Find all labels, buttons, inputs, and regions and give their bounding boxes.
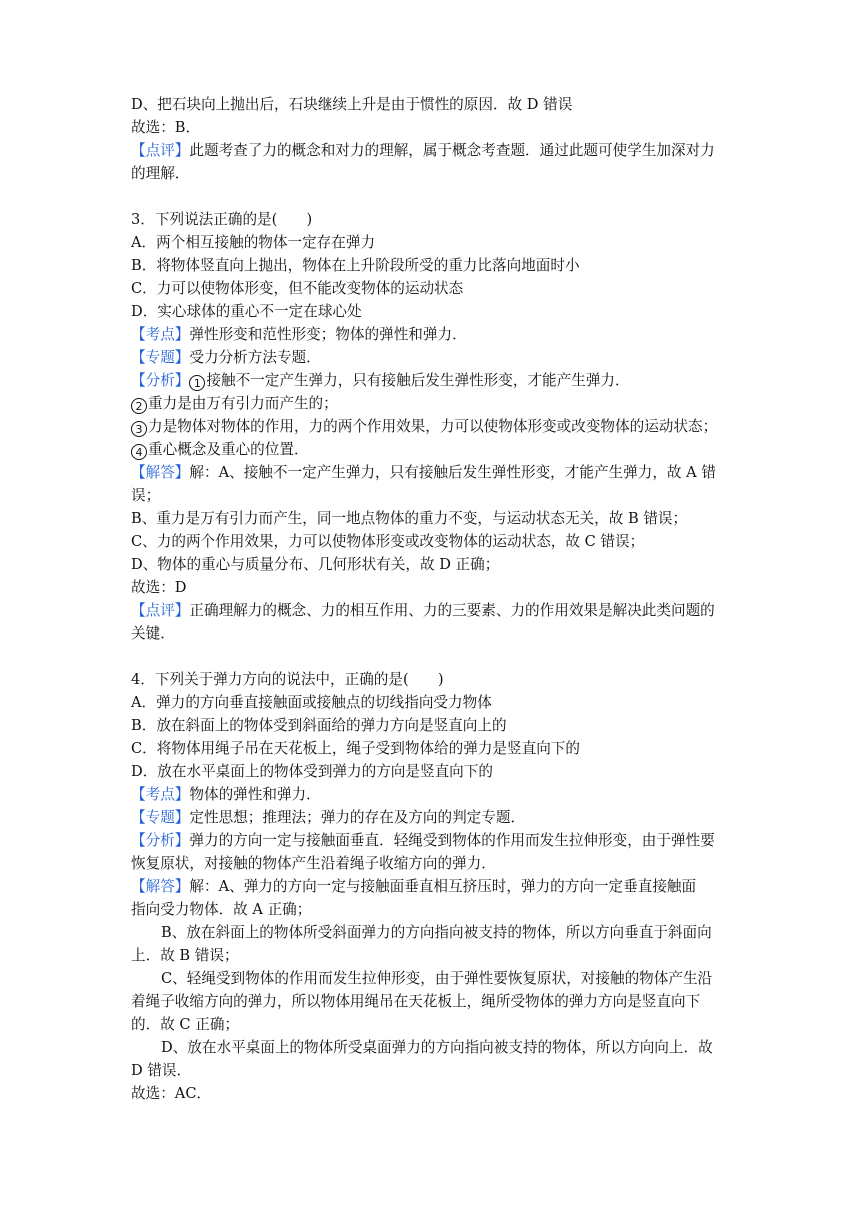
- line-text: D．实心球体的重心不一定在球心处: [131, 303, 362, 320]
- text-line: [131, 300, 362, 323]
- line-text: 力是物体对物体的作用，力的两个作用效果，力可以使物体形变或改变物体的运动状态；: [148, 418, 718, 435]
- text-line: [131, 668, 444, 691]
- text-line: [131, 852, 496, 875]
- line-text: 恢复原状，对接触的物体产生沿着绳子收缩方向的弹力．: [131, 855, 496, 872]
- text-line: [131, 737, 580, 760]
- line-text: D．放在水平桌面上的物体受到弹力的方向是竖直向下的: [131, 763, 493, 780]
- text-line: [131, 415, 717, 438]
- text-line: [131, 484, 160, 507]
- text-line: [161, 1036, 713, 1059]
- section-tag: 【分析】: [131, 832, 190, 849]
- text-line: [131, 208, 312, 231]
- line-text: B、放在斜面上的物体所受斜面弹力的方向指向被支持的物体，所以方向垂直于斜面向: [161, 924, 712, 941]
- line-text: 误；: [131, 487, 161, 504]
- line-text: 着绳子收缩方向的弹力，所以物体用绳吊在天花板上，绳所受物体的弹力方向是竖直向下: [131, 993, 701, 1010]
- text-line: [131, 898, 311, 921]
- line-text: C、力的两个作用效果，力可以使物体形变或改变物体的运动状态，故 C 错误；: [131, 533, 645, 550]
- line-text: D、物体的重心与质量分布、几何形状有关，故 D 正确；: [131, 556, 500, 573]
- text-line: [131, 875, 696, 898]
- text-line: [131, 116, 200, 139]
- line-text: 故选：AC．: [131, 1085, 212, 1102]
- line-text: 解：A、弹力的方向一定与接触面垂直相互挤压时，弹力的方向一定垂直接触面: [189, 878, 697, 895]
- line-text: 物体的弹性和弹力．: [189, 786, 321, 803]
- text-line: [131, 599, 715, 622]
- line-text: D、放在水平桌面上的物体所受桌面弹力的方向指向被支持的物体，所以方向向上．故: [161, 1039, 713, 1056]
- line-text: 关键．: [131, 625, 175, 642]
- section-tag: 【解答】: [131, 878, 190, 895]
- text-line: [131, 553, 499, 576]
- section-tag: 【点评】: [131, 142, 190, 159]
- line-text: C、轻绳受到物体的作用而发生拉伸形变，由于弹性要恢复原状，对接触的物体产生沿: [161, 970, 713, 987]
- section-tag: 【解答】: [131, 464, 190, 481]
- line-text: D 错误．: [131, 1062, 192, 1079]
- text-line: [131, 990, 700, 1013]
- text-line: [131, 369, 630, 392]
- section-tag: 【考点】: [131, 786, 190, 803]
- line-text: 4．下列关于弹力方向的说法中，正确的是( ): [131, 671, 444, 688]
- line-text: 接触不一定产生弹力，只有接触后发生弹性形变，才能产生弹力．: [206, 372, 630, 389]
- line-text: 故选：D: [131, 579, 187, 596]
- text-line: [131, 323, 467, 346]
- text-line: [131, 231, 375, 254]
- line-text: 3．下列说法正确的是( ): [131, 211, 313, 228]
- text-line: [131, 162, 189, 185]
- line-text: B、重力是万有引力而产生，同一地点物体的重力不变，与运动状态无关，故 B 错误；: [131, 510, 688, 527]
- text-line: [131, 438, 309, 461]
- line-text: A．弹力的方向垂直接触面或接触点的切线指向受力物体: [131, 694, 492, 711]
- circled-number: 4: [131, 444, 147, 460]
- circled-number: 1: [189, 375, 205, 391]
- line-text: D、把石块向上抛出后，石块继续上升是由于惯性的原因．故 D 错误: [131, 96, 573, 113]
- line-text: 故选：B．: [131, 119, 201, 136]
- text-line: [131, 507, 687, 530]
- section-tag: 【专题】: [131, 809, 190, 826]
- text-line: [131, 760, 493, 783]
- text-line: [131, 392, 338, 415]
- text-line: [161, 967, 712, 990]
- line-text: 上．故 B 错误；: [131, 947, 239, 964]
- line-text: 弹力的方向一定与接触面垂直．轻绳受到物体的作用而发生拉伸形变，由于弹性要: [189, 832, 715, 849]
- line-text: 定性思想；推理法；弹力的存在及方向的判定专题．: [189, 809, 526, 826]
- line-text: C．力可以使物体形变，但不能改变物体的运动状态: [131, 280, 464, 297]
- line-text: 解：A、接触不一定产生弹力，只有接触后发生弹性形变，才能产生弹力，故 A 错: [189, 464, 716, 481]
- circled-number: 2: [131, 398, 147, 414]
- text-line: [131, 691, 492, 714]
- text-line: [131, 530, 644, 553]
- text-line: [131, 277, 463, 300]
- line-text: 重力是由万有引力而产生的；: [148, 395, 338, 412]
- text-line: [131, 622, 175, 645]
- circled-number: 3: [131, 421, 147, 437]
- line-text: 指向受力物体．故 A 正确；: [131, 901, 312, 918]
- section-tag: 【点评】: [131, 602, 190, 619]
- text-line: [131, 139, 715, 162]
- section-tag: 【分析】: [131, 372, 190, 389]
- section-tag: 【专题】: [131, 349, 190, 366]
- line-text: 正确理解力的概念、力的相互作用、力的三要素、力的作用效果是解决此类问题的: [189, 602, 715, 619]
- text-line: [131, 93, 572, 116]
- text-line: [131, 1013, 239, 1036]
- text-line: [131, 461, 716, 484]
- section-tag: 【考点】: [131, 326, 190, 343]
- text-line: [131, 1059, 191, 1082]
- text-line: [131, 714, 507, 737]
- line-text: 的．故 C 正确；: [131, 1016, 240, 1033]
- line-text: B．放在斜面上的物体受到斜面给的弹力方向是竖直向上的: [131, 717, 507, 734]
- text-line: [131, 944, 239, 967]
- line-text: 弹性形变和范性形变；物体的弹性和弹力．: [189, 326, 467, 343]
- line-text: A．两个相互接触的物体一定存在弹力: [131, 234, 376, 251]
- line-text: 重心概念及重心的位置．: [148, 441, 309, 458]
- text-line: [131, 254, 580, 277]
- text-line: [131, 783, 321, 806]
- line-text: 受力分析方法专题．: [189, 349, 321, 366]
- text-line: [161, 921, 712, 944]
- line-text: 此题考查了力的概念和对力的理解，属于概念考查题．通过此题可使学生加深对力: [189, 142, 715, 159]
- text-line: [131, 806, 525, 829]
- line-text: 的理解．: [131, 165, 190, 182]
- line-text: B．将物体竖直向上抛出，物体在上升阶段所受的重力比落向地面时小: [131, 257, 580, 274]
- text-line: [131, 346, 321, 369]
- text-line: [131, 829, 715, 852]
- text-line: [131, 576, 186, 599]
- text-line: [131, 1082, 211, 1105]
- line-text: C．将物体用绳子吊在天花板上，绳子受到物体给的弹力是竖直向下的: [131, 740, 580, 757]
